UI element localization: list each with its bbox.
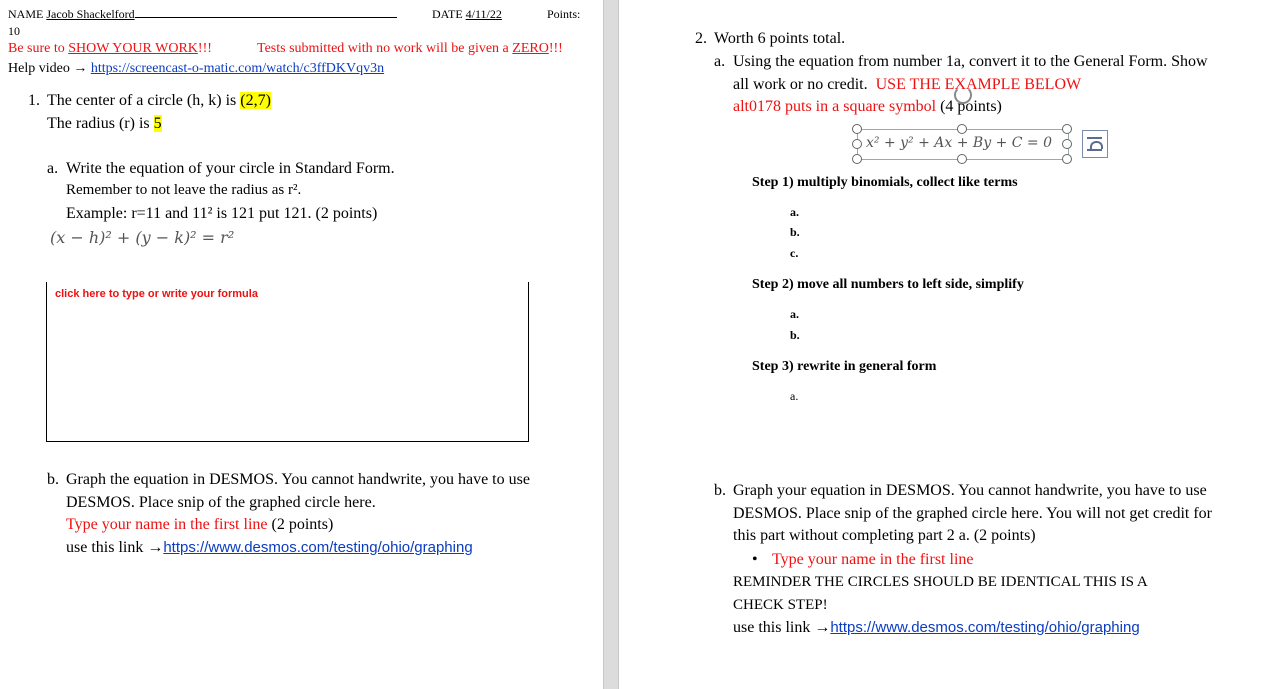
q1b-points: (2 points) [267, 516, 334, 533]
resize-handle-ml[interactable] [852, 139, 862, 149]
q1-radius [47, 115, 162, 133]
standard-form-formula: (x − h)² + (y − k)² = r² [50, 228, 235, 247]
resize-handle-tr[interactable] [1062, 124, 1072, 134]
step1-item-b[interactable]: b. [790, 225, 800, 239]
step1-item-a[interactable]: a. [790, 205, 799, 219]
q1-center [47, 92, 271, 110]
q2a-letter: a. [714, 53, 726, 70]
layout-options-icon[interactable] [1082, 130, 1108, 158]
q2b-link-line [733, 619, 1140, 637]
general-form-text: x² + y² + Ax + By + C = 0 [866, 135, 1053, 151]
name-underline [135, 7, 397, 18]
step3-item-a[interactable]: a. [790, 389, 799, 403]
q1-number: 1. [28, 92, 40, 109]
name-line [8, 7, 397, 22]
q2-number: 2. [695, 30, 707, 47]
radius-value: 5 [153, 115, 162, 132]
warning-end: !!! [197, 41, 212, 56]
q2a-alt-note: alt0178 puts in a square symbol [733, 98, 937, 115]
q1b-line3 [66, 516, 333, 534]
help-line [8, 61, 384, 77]
resize-handle-tl[interactable] [852, 124, 862, 134]
q1a-line2: Remember to not leave the radius as r². [66, 182, 302, 198]
q2b-desmos-link[interactable]: https://www.desmos.com/testing/ohio/graphing [830, 619, 1140, 636]
q2b-bullet-text: Type your name in the first line [772, 551, 974, 568]
points-value: 10 [8, 24, 20, 38]
help-label: Help video → [8, 61, 91, 76]
q1a-letter: a. [47, 160, 59, 177]
step2-title: Step 2) move all numbers to left side, simplify [752, 277, 1024, 292]
step3-title: Step 3) rewrite in general form [752, 359, 937, 374]
q2a-points: (4 points) [940, 98, 1002, 115]
q1b-link-label: use this link → [66, 539, 164, 556]
zero-emph: ZERO [512, 41, 549, 56]
q2b-letter: b. [714, 482, 726, 499]
q2a-line2 [733, 76, 1081, 94]
q1b-red-text: Type your name in the first line [66, 516, 268, 533]
q1b-line2: DESMOS. Place snip of the graphed circle here. [66, 494, 376, 511]
step2-item-b[interactable]: b. [790, 328, 800, 342]
q1b-link-line [66, 539, 473, 557]
q2-title: Worth 6 points total. [714, 30, 846, 47]
reminder-line2: CHECK STEP! [733, 597, 828, 613]
help-video-link[interactable]: https://screencast-o-matic.com/watch/c3ffDKVqv3n [90, 61, 385, 76]
q1b-letter: b. [47, 471, 59, 488]
q2b-line1: Graph your equation in DESMOS. You cannot handwrite, you have to use [733, 482, 1207, 499]
rotate-handle-icon[interactable] [954, 86, 972, 104]
points-label: Points: [547, 7, 581, 21]
resize-handle-tc[interactable] [957, 124, 967, 134]
q2b-line2: DESMOS. Place snip of the graphed circle here. You will not get credit for [733, 505, 1213, 522]
q1a-line1: Write the equation of your circle in Standard Form. [66, 160, 395, 177]
warning-tests [257, 41, 563, 57]
radius-text: The radius (r) is [47, 115, 154, 132]
page-gutter [603, 0, 619, 689]
step1-title: Step 1) multiply binomials, collect like terms [752, 175, 1018, 190]
date-label: DATE [432, 7, 463, 21]
q2a-line2-text: all work or no credit. [733, 76, 868, 93]
q2a-line1: Using the equation from number 1a, convert it to the General Form. Show [733, 53, 1208, 70]
date-value[interactable]: 4/11/22 [465, 7, 502, 21]
center-text: The center of a circle (h, k) is [47, 92, 241, 109]
name-value[interactable]: Jacob Shackelford [46, 7, 135, 21]
q2a-example-note: USE THE EXAMPLE BELOW [875, 76, 1082, 93]
reminder-line1: REMINDER THE CIRCLES SHOULD BE IDENTICAL THIS IS A [733, 574, 1148, 590]
step1-item-c[interactable]: c. [790, 246, 799, 260]
resize-handle-bl[interactable] [852, 154, 862, 164]
q1a-line3: Example: r=11 and 11² is 121 put 121. (2 points) [66, 205, 378, 222]
date-line [432, 7, 502, 22]
resize-handle-br[interactable] [1062, 154, 1072, 164]
zero-end: !!! [548, 41, 563, 56]
q2b-link-label: use this link → [733, 619, 831, 636]
formula-input-box[interactable] [46, 282, 529, 442]
q2b-line3: this part without completing part 2 a. (2 points) [733, 527, 1036, 544]
formula-placeholder[interactable]: click here to type or write your formula [55, 288, 258, 300]
warning-emph: SHOW YOUR WORK [68, 41, 198, 56]
warning-text: Be sure to [8, 41, 69, 56]
center-value: (2,7) [240, 92, 271, 109]
q1b-line1: Graph the equation in DESMOS. You cannot handwrite, you have to use [66, 471, 530, 488]
tests-text: Tests submitted with no work will be given a [257, 41, 513, 56]
name-label: NAME [8, 7, 44, 21]
resize-handle-mr[interactable] [1062, 139, 1072, 149]
step2-item-a[interactable]: a. [790, 307, 799, 321]
warning-show-work [8, 41, 212, 57]
q1b-desmos-link[interactable]: https://www.desmos.com/testing/ohio/graphing [163, 539, 473, 556]
resize-handle-bc[interactable] [957, 154, 967, 164]
bullet-icon: • [752, 551, 758, 568]
